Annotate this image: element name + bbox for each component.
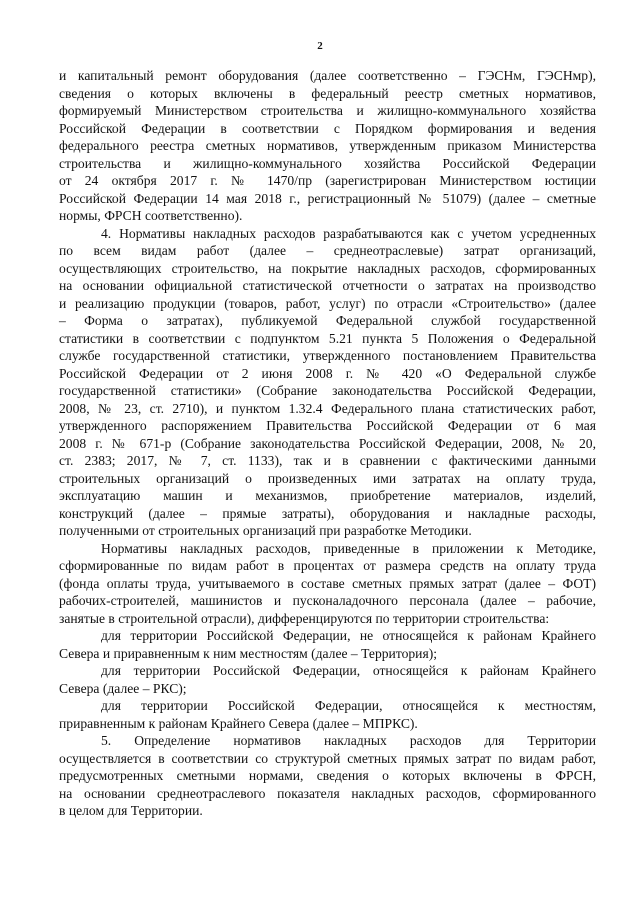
text-line: Российской Федерации в соответствии с Порядком формирования и ведения (59, 120, 596, 136)
text-line: Севера и приравненным к ним местностям (далее – Территория); (59, 645, 438, 661)
text-line: строительства и жилищно-коммунального хозяйства Российской Федерации (59, 155, 596, 171)
paragraph-continuation (59, 67, 596, 225)
paragraph-territory (59, 627, 596, 662)
text-line: и реализацию продукции (товаров, работ, услуг) по отрасли «Строительство» (далее (59, 295, 596, 311)
text-line: предусмотренных сметными нормами, сведения о которых включены в ФРСН, (59, 768, 596, 783)
text-line: 5. Определение нормативов накладных расходов для Территории (101, 733, 596, 748)
text-line: полученными от строительных организаций при разработке Методики. (59, 523, 472, 538)
text-line: нормы, ФРСН соответственно). (59, 208, 243, 223)
paragraph-item-4 (59, 225, 596, 540)
document-body (59, 67, 596, 820)
text-line: статистики в соответствии с подпунктом 5.21 пункта 5 Положения о Федеральной (59, 330, 596, 346)
text-line: утвержденного распоряжением Правительства Российской Федерации от 6 мая (59, 418, 596, 433)
text-line: рабочих-строителей, машинистов и пусконаладочного персонала (далее – рабочие, (59, 593, 596, 608)
text-line: 4. Нормативы накладных расходов разрабатываются как с учетом усредненных (101, 225, 596, 241)
text-line: на основании официальной статистической отчетности о затратах на производство (59, 278, 596, 293)
text-line: Севера (далее – РКС); (59, 680, 187, 696)
text-line: государственной статистики» (Собрание законодательства Российской Федерации, (59, 383, 596, 398)
text-line: (фонда оплаты труда, учитываемого в составе сметных прямых затрат (далее – ФОТ) (59, 575, 596, 591)
text-line: для территории Российской Федерации, относящейся к местностям, (101, 698, 596, 713)
text-line: осуществляется в соответствии со структурой сметных прямых затрат по видам работ, (59, 750, 596, 766)
text-line: конструкций (далее – прямые затраты), оборудования и накладные расходы, (59, 505, 596, 521)
text-line: службе государственной статистики, утвержденного постановлением Правительства (59, 348, 596, 363)
text-line: от 24 октября 2017 г. № 1470/пр (зарегистрирован Министерством юстиции (59, 173, 596, 188)
text-line: сведения о которых включены в федеральный реестр сметных нормативов, (59, 85, 596, 101)
text-line: на основании среднеотраслевого показателя накладных расходов, сформированного (59, 785, 596, 801)
text-line: приравненным к районам Крайнего Севера (далее – МПРКС). (59, 715, 418, 731)
paragraph-mprks (59, 697, 596, 732)
text-line: занятые в строительной отрасли), дифференцируются по территории строительства: (59, 610, 550, 626)
text-line: Нормативы накладных расходов, приведенные в приложении к Методике, (101, 540, 596, 556)
text-line: сформированные по видам работ в процентах от размера средств на оплату труда (59, 558, 596, 573)
text-line: осуществляющих строительство, на покрытие накладных расходов, сформированных (59, 260, 596, 276)
paragraph-overhead-norms (59, 540, 596, 628)
text-line: федерального реестра сметных нормативов, утвержденным приказом Министерства (59, 138, 596, 153)
paragraph-item-5 (59, 732, 596, 820)
text-line: и капитальный ремонт оборудования (далее соответственно – ГЭСНм, ГЭСНмр), (59, 68, 596, 83)
text-line: 2008 г. № 671-р (Собрание законодательства Российской Федерации, 2008, № 20, (59, 435, 596, 451)
text-line: эксплуатацию машин и механизмов, приобретение материалов, изделий, (59, 488, 596, 503)
text-line: ст. 2383; 2017, № 7, ст. 1133), так и в сравнении с фактическими данными (59, 453, 596, 468)
text-line: – Форма о затратах), публикуемой Федеральной службой государственной (59, 313, 596, 328)
text-line: 2008, № 23, ст. 2710), и пунктом 1.32.4 Федерального плана статистических работ, (59, 400, 596, 416)
text-line: Российской Федерации 14 мая 2018 г., регистрационный № 51079) (далее – сметные (59, 190, 596, 206)
text-line: для территории Российской Федерации, относящейся к районам Крайнего (101, 663, 596, 678)
text-line: строительных организаций о произведенных ими затратах на оплату труда, (59, 470, 596, 486)
text-line: в целом для Территории. (59, 803, 203, 818)
paragraph-rks (59, 662, 596, 697)
text-line: для территории Российской Федерации, не относящейся к районам Крайнего (101, 628, 596, 643)
text-line: по всем видам работ (далее – среднеотраслевые) затрат организаций, (59, 243, 596, 258)
page-number: 2 (317, 40, 323, 52)
text-line: формируемый Министерством строительства и жилищно-коммунального хозяйства (59, 103, 596, 118)
text-line: Российской Федерации от 2 июня 2008 г. № 420 «О Федеральной службе (59, 365, 596, 381)
